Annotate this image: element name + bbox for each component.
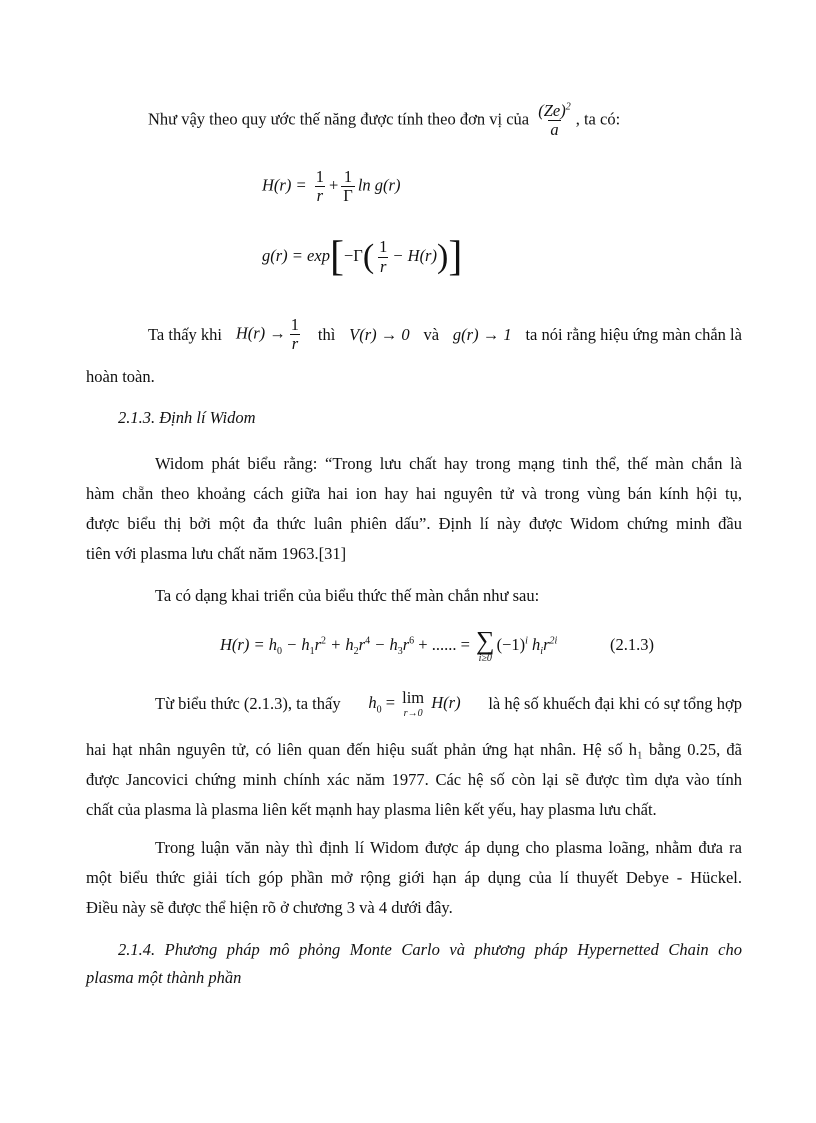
lim-under: r→0 xyxy=(403,707,423,719)
eq3-sum-limit: i≥0 xyxy=(478,653,492,664)
equation-g-of-r xyxy=(262,236,462,278)
eq2-minus-gamma: −Γ xyxy=(343,245,363,265)
p2-math-1 xyxy=(236,316,304,353)
lim-word: lim xyxy=(402,688,425,707)
p5-text-1: Từ biểu thức (2.1.3), ta thấy xyxy=(155,694,341,714)
eq1-lhs: H(r) = xyxy=(262,175,307,195)
p2-fraction xyxy=(289,316,301,353)
eq2-rest: − H(r) xyxy=(392,245,437,265)
fraction-exponent: 2 xyxy=(565,101,571,113)
p2-text-3: và xyxy=(423,324,440,344)
section-heading-2-1-3: 2.1.3. Định lí Widom xyxy=(118,408,256,427)
p2-math-3: g(r) → 1 xyxy=(452,324,512,344)
thesis-para-line3: Điều này sẽ được thể hiện rõ ở chương 3 và 4 dưới đây. xyxy=(86,898,453,917)
fraction-numerator: (Ze) xyxy=(538,101,566,120)
p2-f-den: r xyxy=(291,334,299,354)
coeff-para-line1 xyxy=(155,690,742,719)
eq2-lhs: g(r) = exp xyxy=(262,245,330,265)
p2-text-1: Ta thấy khi xyxy=(148,324,222,344)
widom-para-line3: được biểu thị bởi một đa thức luân phiên dấu”. Định lí này được Widom chứng minh đầu xyxy=(86,514,742,533)
eq2-fraction-1-over-r xyxy=(377,238,389,275)
p2-h-arrow: H(r) → xyxy=(235,323,286,343)
p2-text-4: ta nói rằng hiệu ứng màn chắn là xyxy=(525,324,742,344)
eq1-f2-den: Γ xyxy=(343,186,353,206)
eq1-ln-term: ln g(r) xyxy=(357,175,401,195)
p2-text-2: thì xyxy=(317,324,336,344)
widom-para-line2: hàm chẵn theo khoảng cách giữa hai ion hay hai nguyên tử và trong vùng bán kính hội tụ, xyxy=(86,484,742,503)
eq1-plus: + xyxy=(328,175,339,195)
screening-paragraph-line2: hoàn toàn. xyxy=(86,367,155,386)
eq1-f2-num: 1 xyxy=(343,167,353,186)
eq2-f-den: r xyxy=(380,256,387,276)
coeff-para-line4: chất của plasma là plasma liên kết mạnh hay plasma liên kết yếu, hay plasma lưu chất. xyxy=(86,800,657,819)
p2-f-num: 1 xyxy=(290,315,300,334)
p5-limit-expression: $h_0$ = lim r→0 H(r) xyxy=(368,688,461,719)
section-heading-2-1-4-line1: 2.1.4. Phương pháp mô phỏng Monte Carlo và phương pháp Hypernetted Chain cho xyxy=(118,940,742,959)
coeff-para-line3: được Jancovici chứng minh chính xác năm 1977. Các hệ số còn lại sẽ được tìm dựa vào tính xyxy=(86,770,742,789)
equation-h-of-r xyxy=(262,168,400,205)
eq1-fraction-1-over-gamma xyxy=(341,168,355,205)
intro-sentence xyxy=(148,102,620,139)
unit-fraction xyxy=(536,102,573,139)
coeff-para-line2: hai hạt nhân nguyên tử, có liên quan đến hiệu suất phản ứng hạt nhân. Hệ số h₁ bằng 0.25, đã xyxy=(86,740,742,759)
p2-math-2: V(r) → 0 xyxy=(349,324,410,344)
screening-paragraph-line1 xyxy=(148,316,742,353)
eq3-lhs: H(r) = h xyxy=(220,634,277,654)
p5-text-2: là hệ số khuếch đại khi có sự tổng hợp xyxy=(488,694,742,714)
eq2-right-bracket: ] xyxy=(448,234,463,280)
eq2-right-paren: ) xyxy=(436,238,449,275)
eq1-fraction-1-over-r xyxy=(314,168,326,205)
fraction-denominator: a xyxy=(550,120,559,140)
limit-operator xyxy=(402,690,424,719)
eq1-f1-den: r xyxy=(316,186,324,206)
equation-number-2-1-3: (2.1.3) xyxy=(610,635,654,654)
intro-tail: , ta có: xyxy=(575,109,621,129)
eq3-sub-0: 0 xyxy=(276,646,282,658)
expansion-intro: Ta có dạng khai triển của biểu thức thế màn chắn như sau: xyxy=(155,586,540,605)
eq1-f1-num: 1 xyxy=(315,167,324,186)
thesis-para-line2: một biểu thức giải tích góp phần mở rộng giới hạn áp dụng của lí thuyết Debye - Hückel. xyxy=(86,868,742,887)
thesis-para-line1: Trong luận văn này thì định lí Widom được áp dụng cho plasma loãng, nhằm đưa ra xyxy=(155,838,742,857)
eq2-left-bracket: [ xyxy=(329,234,344,280)
section-heading-2-1-4-line2: plasma một thành phần xyxy=(86,968,242,987)
eq3-summation: ∑ i≥0 xyxy=(476,626,495,664)
intro-text: Như vậy theo quy ước thế năng được tính theo đơn vị của xyxy=(148,109,530,129)
eq2-f-num: 1 xyxy=(379,237,388,257)
widom-para-line4: tiên với plasma lưu chất năm 1963.[31] xyxy=(86,544,347,563)
eq2-left-paren: ( xyxy=(362,238,375,275)
equation-2-1-3: $H(r) = h_0 - h_1r^2 + h_2r^4 - h_3r^6$ + ...... = ∑ i≥0 $(-1)^i$ $h_ir^{2i}$ xyxy=(220,626,558,664)
widom-para-line1: Widom phát biểu rằng: “Trong lưu chất hay trong mạng tinh thể, thế màn chắn là xyxy=(155,454,742,473)
